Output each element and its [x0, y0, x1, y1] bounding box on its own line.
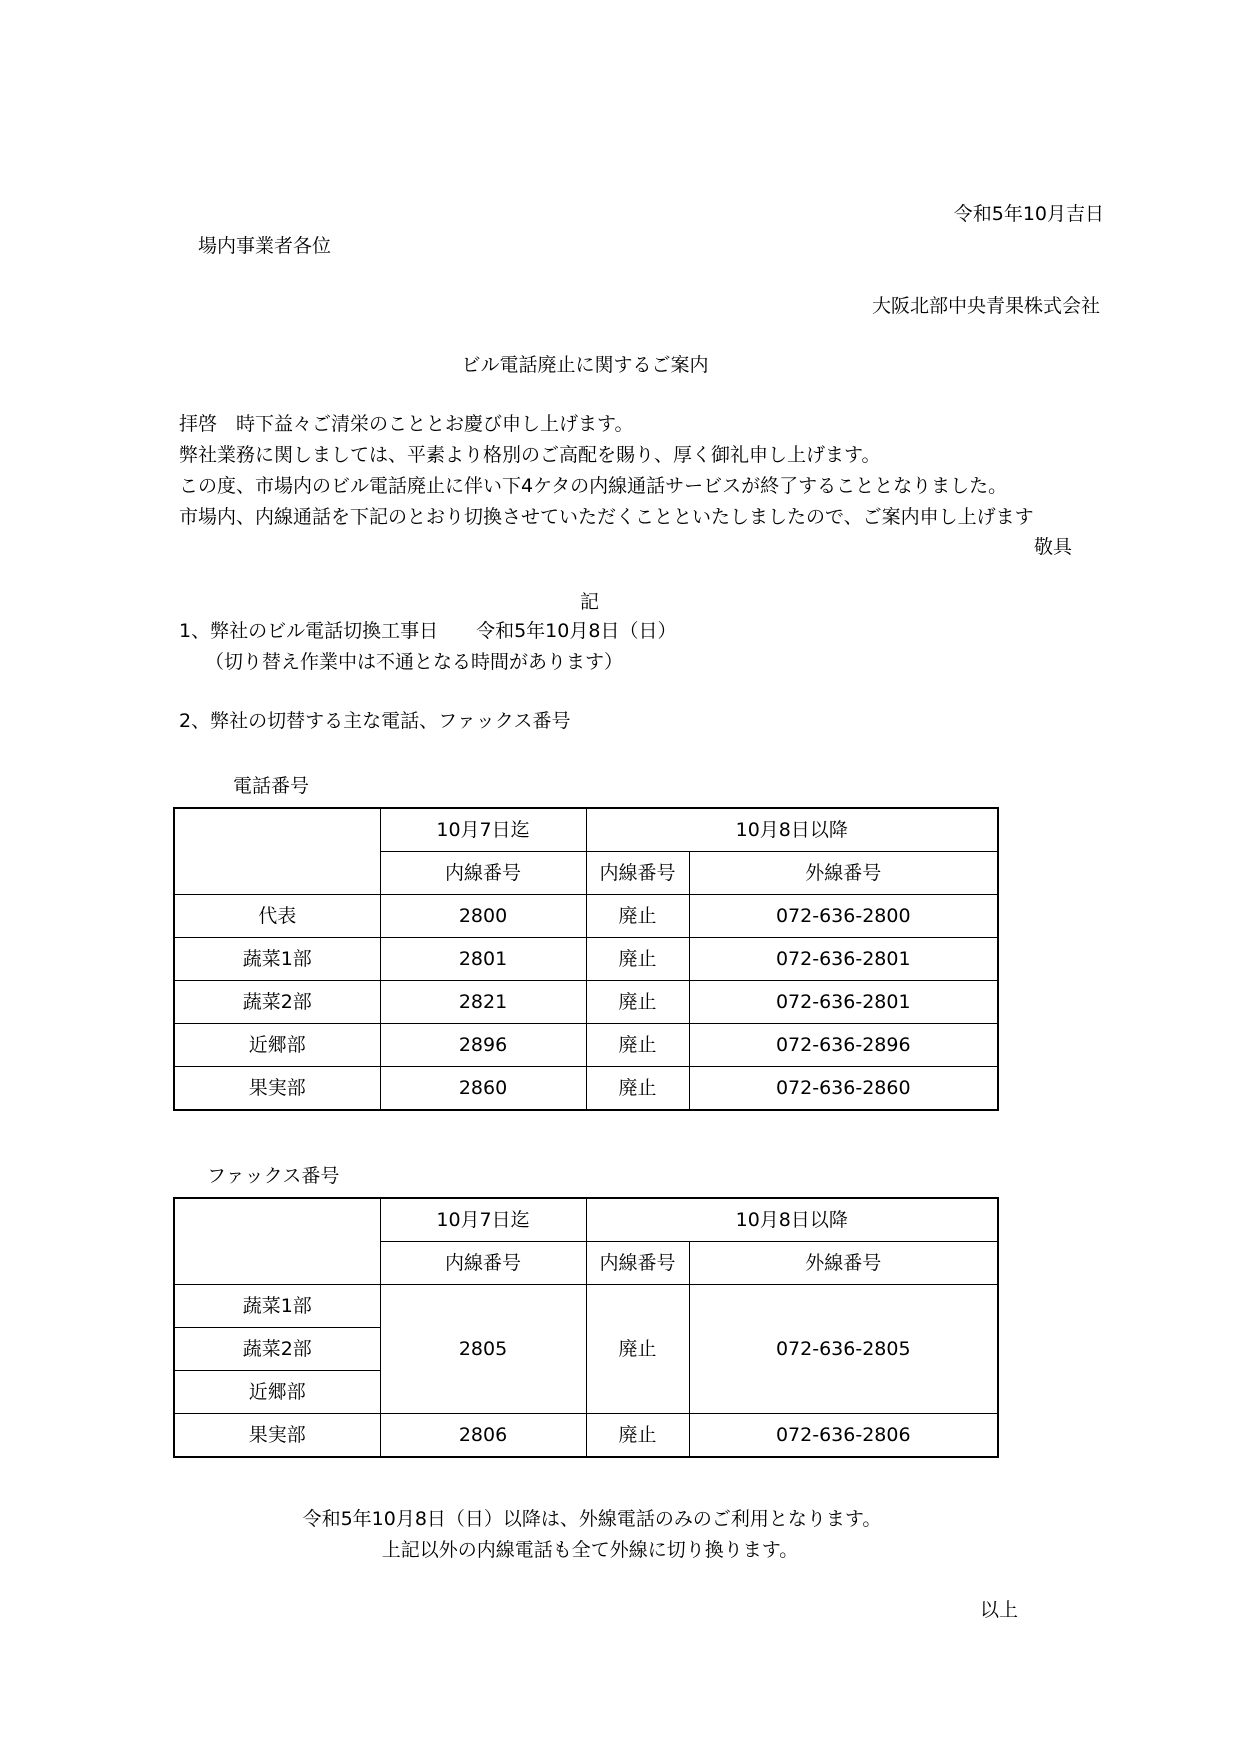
ext-cell: 2860: [380, 1067, 586, 1111]
status-cell: 廃止: [586, 1285, 689, 1414]
note-item-1: 1、弊社のビル電話切換工事日 令和5年10月8日（日）: [179, 620, 677, 642]
ext-cell: 2800: [380, 895, 586, 938]
ext-cell: 2896: [380, 1024, 586, 1067]
body-line-1: 拝啓 時下益々ご清栄のこととお慶び申し上げます。: [179, 413, 634, 435]
table-row: [174, 895, 998, 938]
addressee: 場内事業者各位: [198, 235, 332, 257]
outside-cell: 072-636-2860: [689, 1067, 998, 1111]
col-ext-after: 内線番号: [586, 1242, 689, 1285]
body-line-2: 弊社業務に関しましては、平素より格別のご高配を賜り、厚く御礼申し上げます。: [179, 444, 881, 466]
table-row: [174, 981, 998, 1024]
header-after: 10月8日以降: [586, 808, 998, 852]
note-item-1-sub: （切り替え作業中は不通となる時間があります）: [205, 651, 624, 673]
table-row: [174, 1414, 998, 1458]
col-ext-before: 内線番号: [380, 852, 586, 895]
header-before: 10月7日迄: [380, 1198, 586, 1242]
ext-cell: 2801: [380, 938, 586, 981]
table-row: [174, 1024, 998, 1067]
table-row: [174, 1067, 998, 1111]
table-row: [174, 938, 998, 981]
body-line-4: 市場内、内線通話を下記のとおり切換させていただくことといたしましたので、ご案内申し上げます: [179, 506, 1034, 528]
sender-company: 大阪北部中央青果株式会社: [871, 295, 1100, 317]
note-item-2: 2、弊社の切替する主な電話、ファックス番号: [179, 710, 571, 732]
col-outside: 外線番号: [689, 1242, 998, 1285]
dept-cell: 蔬菜1部: [174, 938, 380, 981]
col-ext-before: 内線番号: [380, 1242, 586, 1285]
corner-cell: [174, 1198, 380, 1285]
dept-cell: 近郷部: [174, 1371, 380, 1414]
ext-cell: 2821: [380, 981, 586, 1024]
dept-cell: 蔬菜1部: [174, 1285, 380, 1328]
fax-number-table: [173, 1197, 999, 1458]
status-cell: 廃止: [586, 895, 689, 938]
ext-cell: 2805: [380, 1285, 586, 1414]
document-title: ビル電話廃止に関するご案内: [461, 354, 709, 376]
table-row: [174, 1285, 998, 1328]
outside-cell: 072-636-2801: [689, 981, 998, 1024]
phone-table-caption: 電話番号: [233, 775, 310, 797]
closing-keigu: 敬具: [1033, 536, 1072, 558]
closing-ijou: 以上: [979, 1599, 1018, 1621]
outside-cell: 072-636-2896: [689, 1024, 998, 1067]
ext-cell: 2806: [380, 1414, 586, 1458]
header-after: 10月8日以降: [586, 1198, 998, 1242]
phone-number-table: [173, 807, 999, 1111]
status-cell: 廃止: [586, 981, 689, 1024]
outside-cell: 072-636-2801: [689, 938, 998, 981]
dept-cell: 果実部: [174, 1414, 380, 1458]
status-cell: 廃止: [586, 1024, 689, 1067]
dept-cell: 近郷部: [174, 1024, 380, 1067]
dept-cell: 蔬菜2部: [174, 1328, 380, 1371]
ki-heading: 記: [580, 591, 600, 613]
document-date: 令和5年10月吉日: [953, 203, 1104, 225]
dept-cell: 果実部: [174, 1067, 380, 1111]
col-ext-after: 内線番号: [586, 852, 689, 895]
status-cell: 廃止: [586, 938, 689, 981]
dept-cell: 代表: [174, 895, 380, 938]
outside-cell: 072-636-2800: [689, 895, 998, 938]
dept-cell: 蔬菜2部: [174, 981, 380, 1024]
header-before: 10月7日迄: [380, 808, 586, 852]
footer-line-1: 令和5年10月8日（日）以降は、外線電話のみのご利用となります。: [302, 1508, 882, 1530]
outside-cell: 072-636-2805: [689, 1285, 998, 1414]
col-outside: 外線番号: [689, 852, 998, 895]
footer-line-2: 上記以外の内線電話も全て外線に切り換ります。: [381, 1539, 799, 1561]
status-cell: 廃止: [586, 1414, 689, 1458]
status-cell: 廃止: [586, 1067, 689, 1111]
fax-table-caption: ファックス番号: [207, 1165, 340, 1187]
outside-cell: 072-636-2806: [689, 1414, 998, 1458]
corner-cell: [174, 808, 380, 895]
body-line-3: この度、市場内のビル電話廃止に伴い下4ケタの内線通話サービスが終了することとなりました。: [179, 475, 1008, 497]
